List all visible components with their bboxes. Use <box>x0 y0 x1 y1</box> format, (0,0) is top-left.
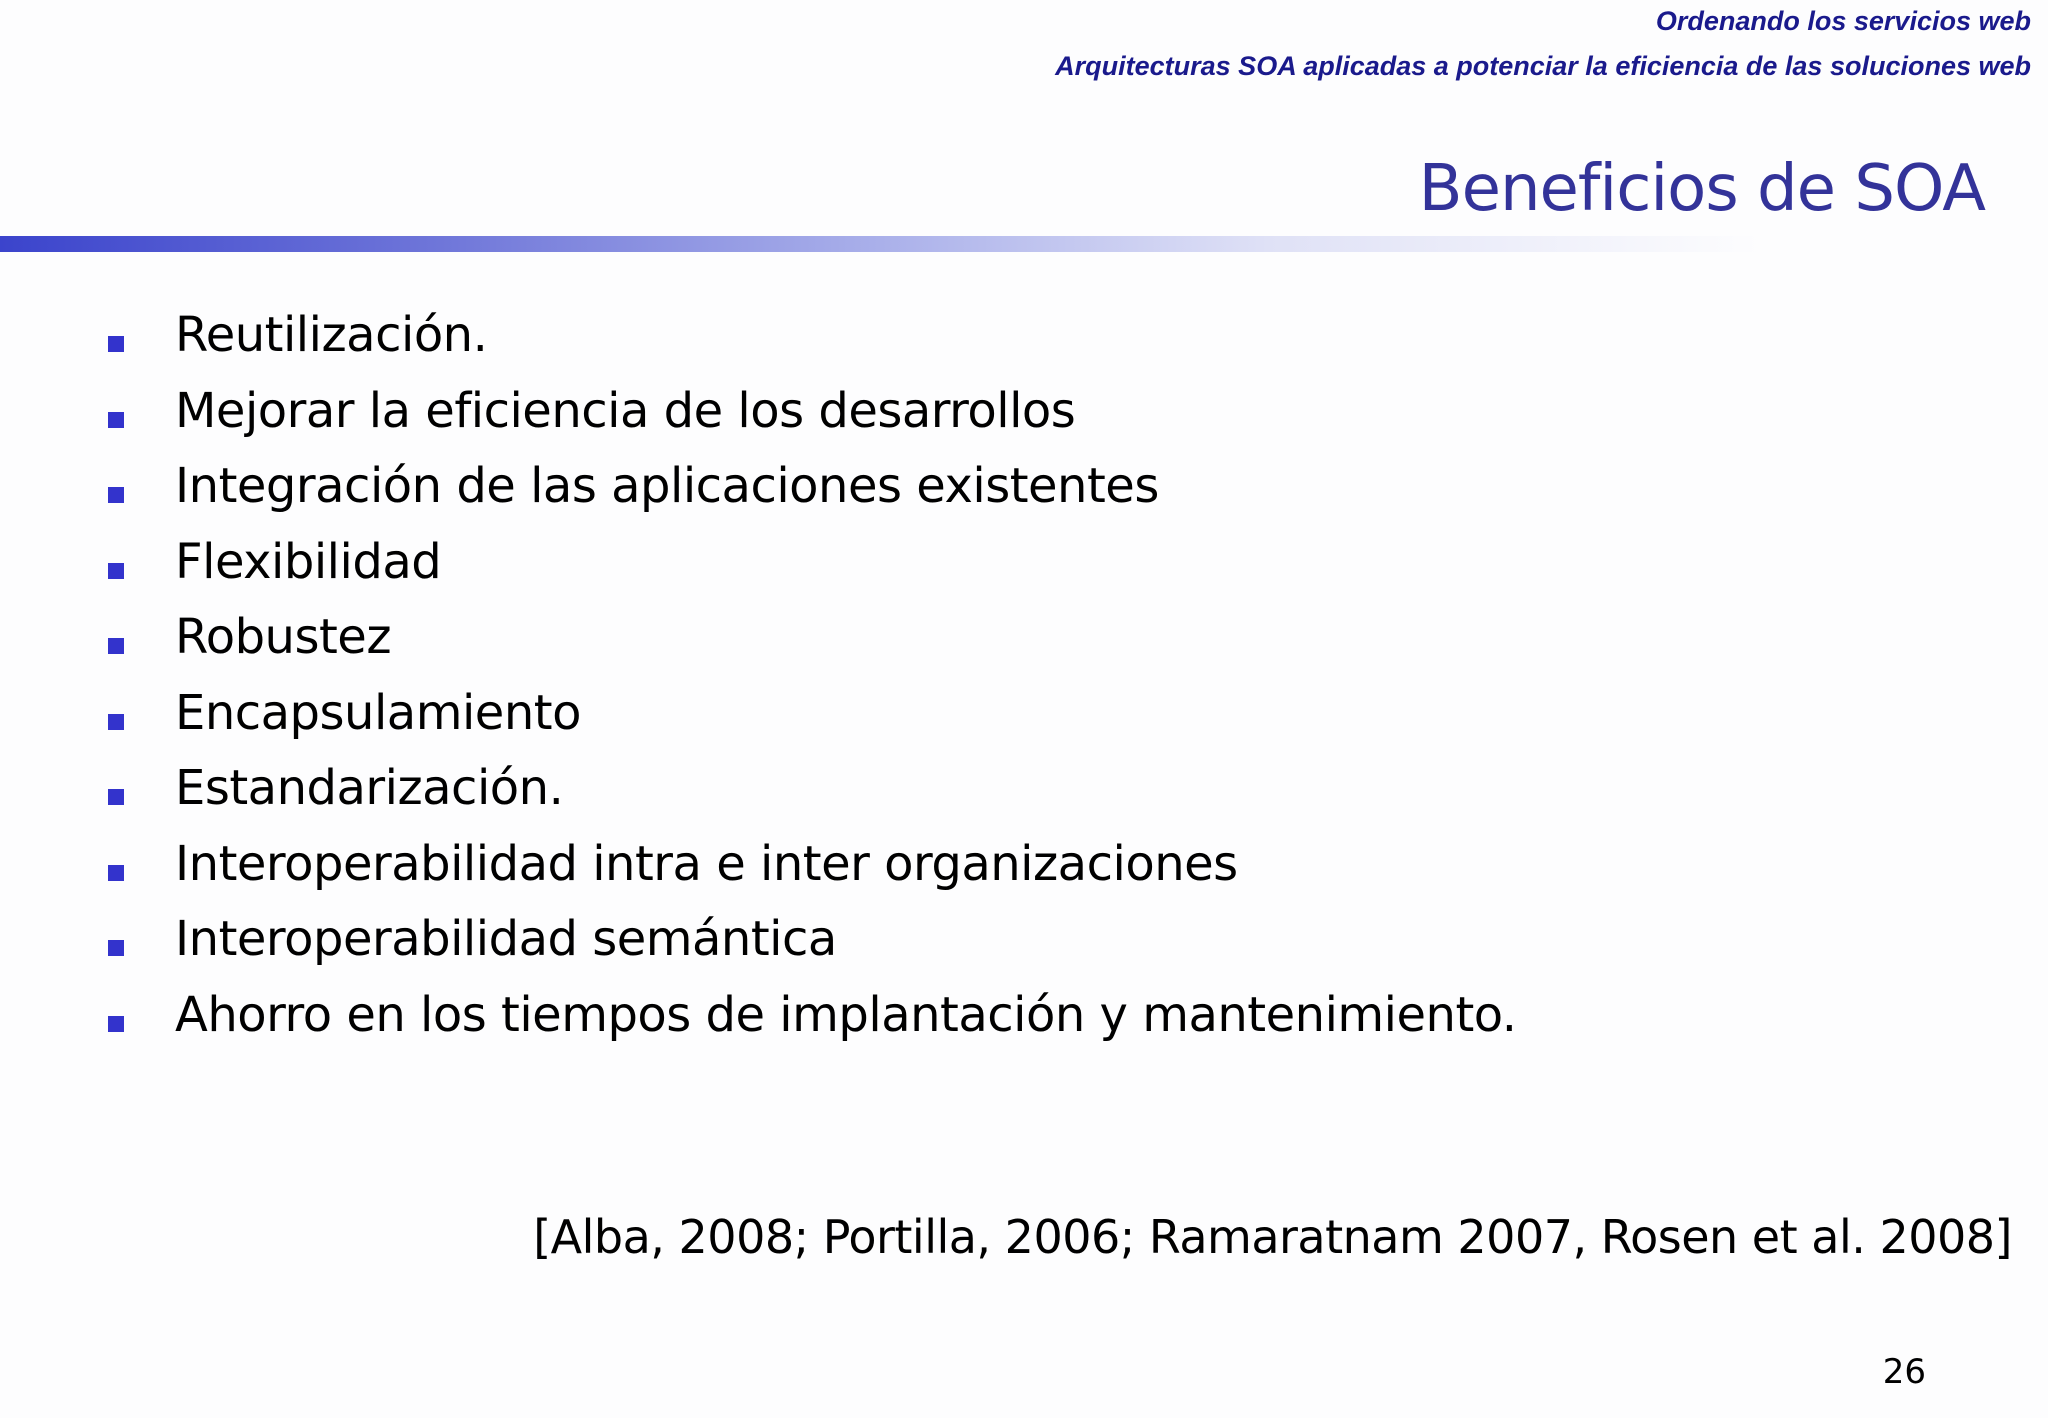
title-divider <box>0 236 1760 252</box>
list-item-text: Interoperabilidad semántica <box>175 911 837 967</box>
square-bullet-icon <box>108 638 124 654</box>
square-bullet-icon <box>108 865 124 881</box>
square-bullet-icon <box>108 1016 124 1032</box>
square-bullet-icon <box>108 412 124 428</box>
list-item-text: Estandarización. <box>175 760 564 816</box>
citation-references: [Alba, 2008; Portilla, 2006; Ramaratnam 2007, Rosen et al. 2008] <box>533 1210 2012 1264</box>
header-subtitle-course: Ordenando los servicios web <box>1655 6 2031 36</box>
list-item-text: Interoperabilidad intra e inter organizaciones <box>175 835 1238 892</box>
list-item-text: Integración de las aplicaciones existentes <box>175 458 1159 514</box>
square-bullet-icon <box>108 563 124 579</box>
slide-title: Beneficios de SOA <box>1418 152 1985 226</box>
square-bullet-icon <box>108 940 124 956</box>
list-item-text: Reutilización. <box>175 307 488 363</box>
list-item-text: Robustez <box>175 609 392 665</box>
square-bullet-icon <box>108 336 124 352</box>
square-bullet-icon <box>108 789 124 805</box>
square-bullet-icon <box>108 714 124 730</box>
list-item-text: Ahorro en los tiempos de implantación y mantenimiento. <box>175 986 1517 1043</box>
square-bullet-icon <box>108 487 124 503</box>
page-number: 26 <box>1882 1352 1926 1392</box>
list-item-text: Encapsulamiento <box>175 684 581 741</box>
list-item-text: Mejorar la eficiencia de los desarrollos <box>175 382 1076 439</box>
list-item-text: Flexibilidad <box>175 533 442 590</box>
header-subtitle-topic: Arquitecturas SOA aplicadas a potenciar la eficiencia de las soluciones web <box>1055 51 2031 81</box>
